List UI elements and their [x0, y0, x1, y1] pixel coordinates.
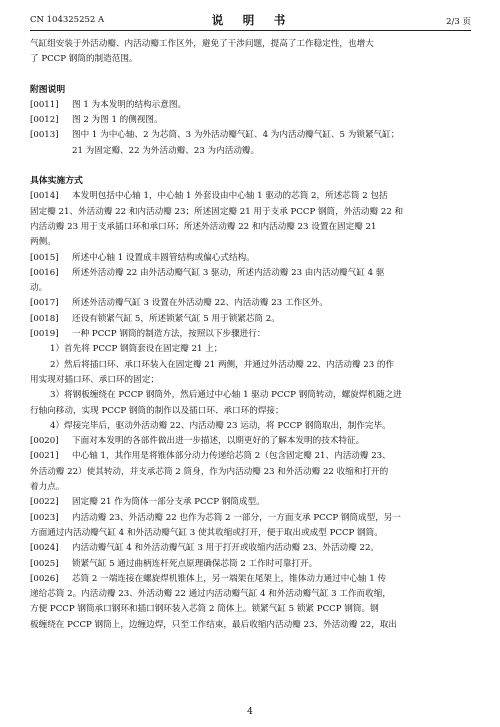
paragraph-continuation: 递给芯筒 2。内活动瓣 23、外活动瓣 22 通过内活动瓣气缸 4 和外活动瓣气缸 3 工作而收缩，	[30, 589, 391, 600]
patent-number: CN 104325252 A	[30, 15, 105, 25]
paragraph-continuation: 外活动瓣 22）使其转动，并支承芯筒 2 筒身，作为内活动瓣 23 和外活动瓣 22 收缩和打开的	[30, 466, 389, 477]
paragraph-continuation: 方便 PCCP 钢筒承口钢环和插口钢环装入芯筒 2 筒体上。锁紧气缸 5 锁紧 PCCP 钢筒。钢	[30, 604, 379, 615]
paragraph: [0024] 内活动瓣气缸 4 和外活动瓣气缸 3 用于打开或收缩内活动瓣 23、外活动瓣 22。	[30, 543, 380, 554]
paragraph-0013: [0013] 图中 1 为中心轴、2 为芯筒、3 为外活动瓣气缸、4 为内活动瓣气缸、5 为锁紧气缸；	[30, 130, 400, 141]
method-step: 用实现对插口环、承口环的固定；	[30, 374, 159, 385]
paragraph: [0025] 锁紧气缸 5 通过曲柄连杆死点原理确保芯筒 2 工作时可靠打开。	[30, 558, 318, 569]
intro-line: 气缸组安装于外活动瓣、内活动瓣工作区外，避免了干涉问题，提高了工作稳定性，也增大	[30, 39, 374, 49]
method-step: 1）首先将 PCCP 钢筒套设在固定瓣 21 上；	[50, 344, 223, 355]
paragraph-continuation: 板缠绕在 PCCP 钢筒上，边缠边焊，只至工作结束，最后收缩内活动瓣 23、外活动瓣 22，取出	[30, 619, 397, 630]
method-step: 4）焊接完毕后，驱动外活动瓣 22、内活动瓣 23 运动，将 PCCP 钢筒取出，制作完毕。	[50, 420, 391, 431]
figures-heading: 附图说明	[30, 84, 66, 95]
document-title: 说 明 书	[211, 13, 290, 27]
paragraph: [0021] 中心轴 1，其作用是将锥体部分动力传递给芯筒 2（包含固定瓣 21、内活动瓣 23、	[30, 451, 391, 462]
paragraph-continuation: 内活动瓣 23 用于支承插口环和承口环；所述外活动瓣 22 和内活动瓣 23 设置在固定瓣 21	[30, 221, 377, 232]
paragraph: [0016] 所述外活动瓣 22 由外活动瓣气缸 3 驱动，所述内活动瓣 23 由内活动瓣气缸 4 驱	[30, 267, 385, 278]
paragraph: [0015] 所述中心轴 1 设置成丰圆管结构或偏心式结构。	[30, 252, 255, 263]
page-number: 4	[247, 707, 253, 717]
method-step: 行轴向移动，实现 PCCP 钢筒的制作以及插口环、承口环的焊接；	[30, 405, 284, 416]
header-rule	[30, 30, 471, 31]
page-indicator: 2/3 页	[446, 17, 471, 27]
method-step: 3）将钢板缠绕在 PCCP 钢筒外，然后通过中心轴 1 驱动 PCCP 钢筒转动，螺旋焊机随之进	[50, 390, 402, 401]
paragraph: [0026] 芯筒 2 一端连接在螺旋焊机锥体上，另一端架在尾架上，锥体动力通过中心轴 1 传	[30, 573, 387, 584]
paragraph-0012: [0012] 图 2 为图 1 的侧视图。	[30, 115, 163, 126]
paragraph-continuation: 两侧。	[30, 237, 56, 248]
method-step: 2）然后将插口环、承口环装入在固定瓣 21 两侧，并通过外活动瓣 22、内活动瓣 23 的作	[50, 359, 395, 370]
paragraph-continuation: 方面通过内活动瓣气缸 4 和外活动瓣气缸 3 使其收缩或打开，便于取出或成型 PCCP 钢筒。	[30, 527, 383, 538]
paragraph-continuation: 固定瓣 21、外活动瓣 22 和内活动瓣 23；所述固定瓣 21 用于支承 PCCP 钢筒，外活动瓣 22 和	[30, 206, 404, 217]
paragraph: [0023] 内活动瓣 23、外活动瓣 22 也作为芯筒 2 一部分，一方面支承 PCCP 钢筒成型，另一	[30, 512, 401, 523]
paragraph: [0014] 本发明包括中心轴 1，中心轴 1 外套设由中心轴 1 驱动的芯筒 2，所述芯筒 2 包括	[30, 191, 388, 202]
paragraph: [0018] 还设有锁紧气缸 5，所述锁紧气缸 5 用于锁紧芯筒 2。	[30, 313, 280, 324]
paragraph-0013-cont: 21 为固定瓣、22 为外活动瓣、23 为内活动瓣。	[72, 145, 260, 156]
paragraph-continuation: 着力点。	[30, 482, 65, 493]
paragraph: [0020] 下面对本发明的各部件做出进一步描述，以期更好的了解本发明的技术特征。	[30, 436, 365, 447]
intro-line: 了 PCCP 钢筒的制造范围。	[30, 54, 138, 65]
paragraph: [0017] 所述外活动瓣气缸 3 设置在外活动瓣 22、内活动瓣 23 工作区外。	[30, 298, 328, 309]
embodiment-heading: 具体实施方式	[30, 176, 83, 187]
paragraph-0011: [0011] 图 1 为本发明的结构示意图。	[30, 99, 187, 110]
document-body	[30, 37, 471, 633]
paragraph-continuation: 动。	[30, 283, 48, 294]
paragraph: [0022] 固定瓣 21 作为筒体一部分支承 PCCP 钢筒成型。	[30, 497, 265, 508]
page-header	[30, 12, 471, 28]
paragraph: [0019] 一种 PCCP 钢筒的制造方法，按照以下步骤进行：	[30, 329, 266, 340]
